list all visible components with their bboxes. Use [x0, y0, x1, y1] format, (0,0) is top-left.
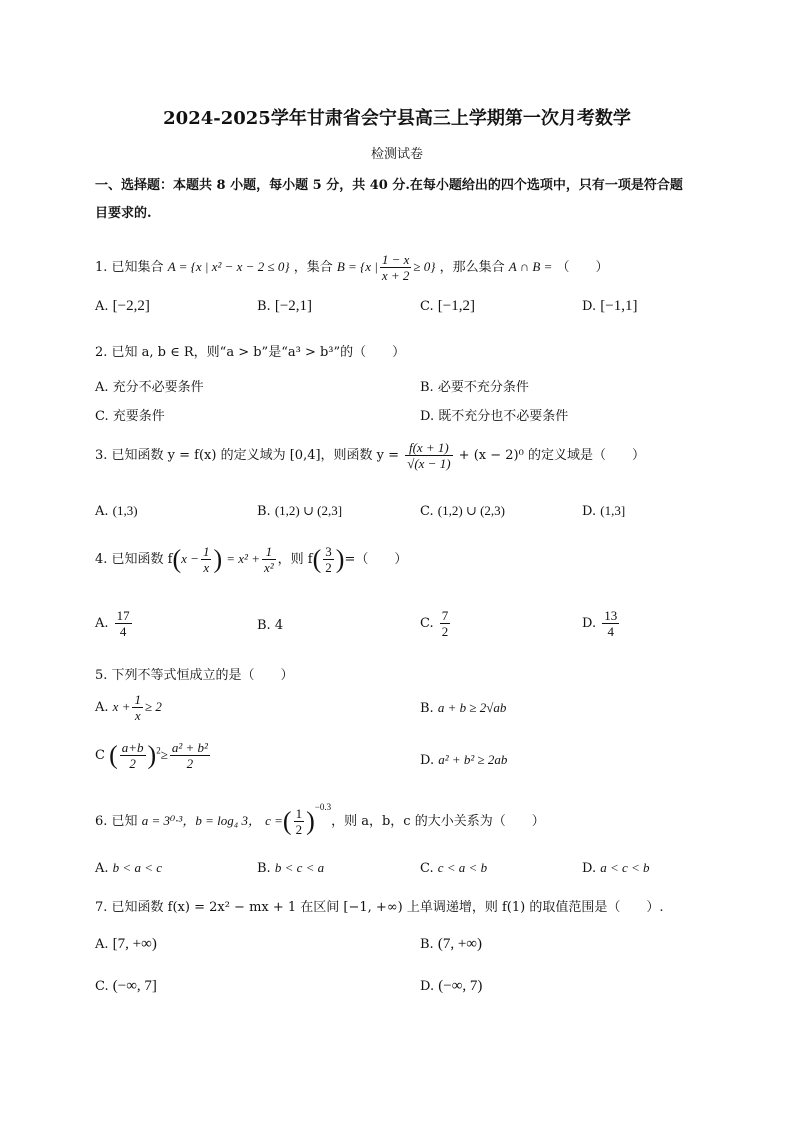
- option-letter: A.: [95, 700, 109, 715]
- q5-option-c[interactable]: [95, 740, 212, 771]
- option-expr: ≥: [160, 747, 168, 762]
- fraction-denominator: 2: [129, 756, 136, 771]
- function-fraction: [405, 440, 452, 471]
- q6-option-b[interactable]: [257, 860, 324, 876]
- option-value: a < c < b: [600, 860, 650, 875]
- option-fraction: [120, 740, 146, 771]
- fraction-numerator: 17: [116, 608, 130, 623]
- question-number: 1.: [95, 260, 108, 275]
- option-letter: A.: [95, 861, 109, 876]
- question-2-stem: 2. 已知 a, b ∈ R，则“a > b”是“a³ > b³”的（ ）: [95, 345, 406, 360]
- paren-open: (: [312, 544, 322, 574]
- q4-option-b[interactable]: B. 4: [257, 618, 284, 633]
- paren-open: (: [282, 806, 292, 836]
- q1-option-b[interactable]: [257, 298, 312, 315]
- option-value: (1,2) ∪ (2,3]: [274, 503, 343, 518]
- question-4-stem: [95, 544, 407, 575]
- rhs-expr: = x² +: [226, 551, 260, 566]
- q3-option-b[interactable]: [257, 503, 342, 519]
- option-letter: B.: [257, 861, 271, 876]
- option-letter: A.: [95, 504, 109, 519]
- fraction-denominator: x²: [263, 560, 274, 575]
- option-letter: D.: [582, 616, 597, 631]
- q6-option-a[interactable]: [95, 860, 162, 876]
- option-value: c < a < b: [437, 860, 488, 875]
- option-expr: ≥ 2: [144, 699, 162, 714]
- q5-option-d[interactable]: [420, 752, 507, 768]
- stem-text: ，则 a，b，c 的大小关系为（ ）: [331, 814, 545, 829]
- stem-text: + (x − 2)⁰ 的定义域是（ ）: [458, 448, 645, 463]
- option-fraction: [440, 608, 451, 639]
- q1-option-d[interactable]: [582, 298, 637, 315]
- section-line-2: 目要求的.: [95, 206, 152, 221]
- value-a: a = 3⁰·³: [141, 813, 183, 828]
- stem-text: 已知集合: [111, 260, 164, 275]
- option-fraction: [115, 608, 132, 639]
- fraction-denominator: 2: [186, 756, 194, 771]
- q7-option-b[interactable]: [420, 936, 482, 953]
- inner-expr: x −: [181, 551, 199, 566]
- stem-text: 6. 已知: [95, 814, 138, 829]
- option-value: [−1,1]: [600, 298, 638, 314]
- fraction-numerator: a² + b²: [171, 740, 208, 755]
- set-b-fraction: [380, 252, 412, 283]
- q6-option-d[interactable]: [582, 860, 650, 876]
- option-letter: A.: [95, 299, 109, 314]
- option-fraction: [602, 608, 619, 639]
- option-value: [−2,1]: [274, 298, 313, 314]
- q5-option-b[interactable]: [420, 700, 506, 716]
- fraction-numerator: 7: [441, 608, 449, 623]
- paren-close: ): [213, 544, 223, 574]
- stem-text: 3. 已知函数 y = f(x) 的定义域为 [0,4]，则函数 y =: [95, 448, 400, 463]
- base-fraction: [294, 806, 305, 837]
- page-subtitle: 检测试卷: [370, 147, 423, 162]
- option-value: (−∞, 7): [438, 978, 483, 994]
- option-value: [−2,2]: [112, 298, 150, 314]
- set-b-left: B = {x |: [336, 259, 378, 274]
- set-a: A = {x | x² − x − 2 ≤ 0}: [167, 259, 290, 274]
- stem-text: 4. 已知函数 f: [95, 552, 173, 567]
- fraction-numerator: 1 − x: [381, 252, 410, 267]
- option-value: (1,2) ∪ (2,3): [437, 503, 505, 518]
- q3-option-a[interactable]: [95, 503, 138, 519]
- section-heading: [95, 172, 710, 228]
- q3-option-c[interactable]: [420, 503, 505, 519]
- option-value: a + b ≥ 2√ab: [437, 700, 507, 715]
- q2-option-d[interactable]: D. 既不充分也不必要条件: [420, 409, 569, 424]
- paren-close: ): [306, 806, 315, 836]
- question-1-stem: [95, 252, 609, 283]
- fraction-denominator: √(x − 1): [407, 456, 451, 471]
- option-letter: B.: [257, 299, 271, 314]
- stem-text: ，那么集合: [439, 260, 505, 275]
- fraction-denominator: 2: [441, 624, 449, 639]
- q7-option-d[interactable]: [420, 978, 482, 995]
- option-letter: C: [95, 748, 105, 763]
- fraction-denominator: x: [203, 560, 210, 575]
- fraction-numerator: 1: [134, 692, 141, 707]
- option-letter: B.: [257, 504, 271, 519]
- value-c: c =: [265, 813, 283, 828]
- fraction-denominator: 2: [295, 822, 303, 837]
- q6-option-c[interactable]: [420, 860, 487, 876]
- q7-option-c[interactable]: [95, 978, 157, 995]
- option-value: b < c < a: [274, 860, 325, 875]
- paren-open: (: [172, 544, 182, 574]
- option-letter: D.: [582, 504, 597, 519]
- q7-option-a[interactable]: [95, 936, 157, 953]
- option-letter: D.: [420, 979, 435, 994]
- fraction-denominator: x: [134, 708, 141, 723]
- option-value: (−∞, 7]: [112, 978, 157, 994]
- fraction-denominator: 4: [119, 624, 127, 639]
- fraction-numerator: 1: [202, 544, 210, 559]
- intersection-expr: A ∩ B =: [508, 259, 553, 274]
- option-letter: A.: [95, 937, 109, 952]
- paren-open: (: [109, 740, 118, 770]
- q5-option-a[interactable]: [95, 692, 162, 723]
- stem-text: ，集合: [293, 260, 333, 275]
- option-letter: C.: [95, 979, 109, 994]
- option-value: [7, +∞): [112, 936, 157, 952]
- set-b-right: ≥ 0}: [413, 259, 436, 274]
- option-value: a² + b² ≥ 2ab: [438, 752, 508, 767]
- paren-close: ): [335, 544, 345, 574]
- paren-close: ): [147, 740, 157, 770]
- arg-fraction: [323, 544, 334, 575]
- fraction-denominator: 4: [607, 624, 614, 639]
- option-letter: B.: [420, 701, 434, 716]
- q2-option-c[interactable]: C. 充要条件: [95, 409, 165, 424]
- q3-option-d[interactable]: [582, 503, 625, 519]
- fraction-numerator: 3: [325, 544, 332, 559]
- fraction-denominator: x + 2: [381, 268, 410, 283]
- answer-blank: （ ）: [556, 260, 609, 275]
- fraction-numerator: 1: [262, 544, 276, 560]
- option-value: (7, +∞): [437, 936, 482, 952]
- exponent: −0.3: [314, 801, 332, 812]
- inner-fraction: [201, 544, 212, 575]
- stem-text: ，则 f: [277, 552, 313, 567]
- option-value: b < a < c: [112, 860, 162, 875]
- option-letter: D.: [582, 861, 597, 876]
- q4-option-a[interactable]: [95, 608, 134, 639]
- q1-option-c[interactable]: [420, 298, 475, 315]
- option-letter: C.: [420, 861, 434, 876]
- fraction-numerator: 13: [604, 608, 618, 623]
- question-3-stem: [95, 440, 645, 471]
- option-fraction: [170, 740, 210, 771]
- fraction-numerator: f(x + 1): [405, 440, 452, 456]
- option-letter: C.: [420, 504, 434, 519]
- section-line-1: 一、选择题：本题共 8 小题，每小题 5 分，共 40 分.在每小题给出的四个选项中，只有一项是符合题: [95, 178, 683, 193]
- option-expr: x +: [112, 699, 131, 714]
- option-letter: A.: [95, 616, 109, 631]
- fraction-numerator: a+b: [121, 740, 144, 755]
- value-b: ，b = log₄ 3，: [182, 813, 261, 828]
- page-title: 2024-2025学年甘肃省会宁县高三上学期第一次月考数学: [163, 108, 631, 129]
- option-letter: B.: [420, 937, 434, 952]
- square-exponent: 2: [156, 745, 161, 756]
- option-fraction: [132, 692, 143, 723]
- answer-blank: =（ ）: [344, 552, 408, 567]
- fraction-numerator: 1: [295, 806, 303, 821]
- q2-option-b[interactable]: B. 必要不充分条件: [420, 380, 529, 395]
- q4-option-c[interactable]: [420, 608, 452, 639]
- option-letter: D.: [582, 299, 597, 314]
- option-value: (1,3]: [600, 503, 626, 518]
- fraction-denominator: 2: [325, 560, 332, 575]
- question-5-stem: 5. 下列不等式恒成立的是（ ）: [95, 668, 294, 683]
- question-7-stem: 7. 已知函数 f(x) = 2x² − mx + 1 在区间 [−1, +∞) 上单调递增，则 f(1) 的取值范围是（ ）.: [95, 900, 664, 915]
- option-letter: D.: [420, 753, 435, 768]
- q2-option-a[interactable]: A. 充分不必要条件: [95, 380, 204, 395]
- option-letter: C.: [420, 616, 434, 631]
- q4-option-d[interactable]: [582, 608, 621, 639]
- rhs-fraction: [262, 544, 276, 575]
- question-6-stem: [95, 801, 545, 837]
- option-letter: C.: [420, 299, 434, 314]
- option-value: [−1,2]: [437, 298, 475, 314]
- option-value: (1,3): [112, 503, 138, 518]
- q1-option-a[interactable]: [95, 298, 150, 315]
